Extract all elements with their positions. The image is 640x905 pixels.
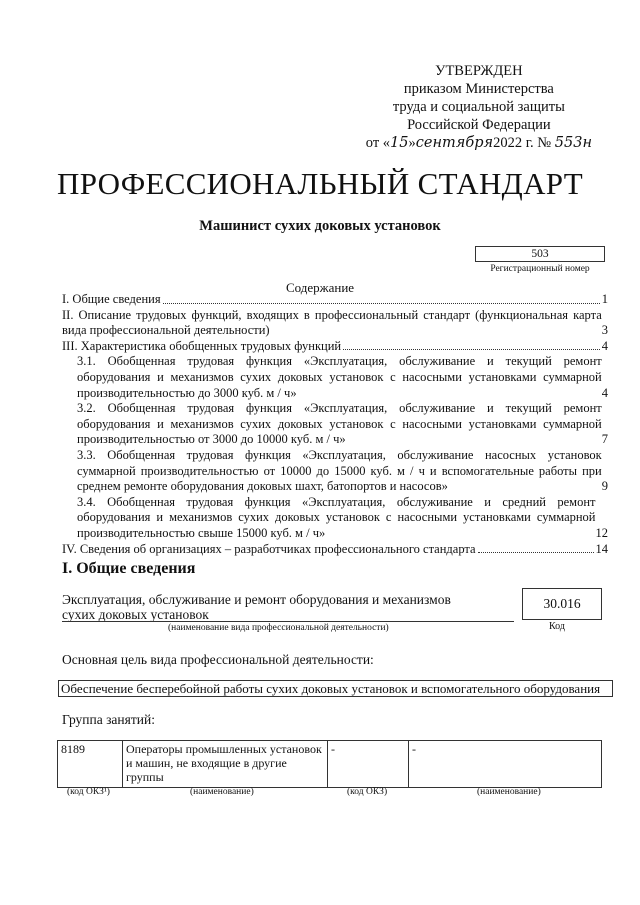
group-label: Группа занятий: [62, 712, 155, 727]
toc-entry[interactable] [62, 401, 608, 448]
goal-text: Обеспечение бесперебойной работы сухих доковых установок и вспомогательного оборудования [58, 680, 613, 697]
toc-entry-page: 1 [601, 292, 608, 306]
activity-code: 30.016 [522, 588, 602, 620]
toc-entry-text: 3.3. Обобщенная трудовая функция «Эксплуатация, обслуживание насосных установок суммарной производительностью от 10000 до 15000 куб. м / ч и вспомогательные работы при среднем ремонте оборудования доковых шахт, батопортов и насосов» [77, 447, 602, 494]
document-subtitle: Машинист сухих доковых установок [199, 218, 441, 234]
code-label: Код [549, 621, 565, 632]
okz-name-label-2: (наименование) [477, 787, 541, 797]
group-table-labels [57, 787, 617, 801]
toc-entry-page: 4 [601, 385, 608, 400]
toc-entry-text: I. Общие сведения [62, 292, 161, 306]
date-mid: » [408, 135, 416, 151]
okz-name-cell: Операторы промышленных установок и машин, не входящие в другие группы [123, 741, 328, 788]
toc-entry[interactable] [62, 339, 608, 355]
okz-name-cell-2: - [409, 741, 602, 788]
toc-entry-text: III. Характеристика обобщенных трудовых функций [62, 338, 342, 353]
approval-line-2: приказом Министерства [403, 81, 554, 97]
approval-date-line [366, 134, 592, 152]
toc-entry-page: 14 [595, 541, 608, 556]
approval-title: УТВЕРЖДЕН [435, 63, 523, 79]
toc-entry-text: II. Описание трудовых функций, входящих в профессиональный стандарт (функциональная карта вида профессиональной деятельности) [62, 307, 602, 338]
toc-entry-text: IV. Сведения об организациях – разработчиках профессионального стандарта [62, 541, 476, 556]
date-day: 15 [390, 135, 409, 151]
okz-code-cell-2: - [328, 741, 409, 788]
toc-entry-page: 7 [601, 432, 608, 447]
document-title: ПРОФЕССИОНАЛЬНЫЙ СТАНДАРТ [57, 166, 583, 201]
toc-entry-text: 3.4. Обобщенная трудовая функция «Эксплуатация, обслуживание и средний ремонт оборудования и механизмов сухих доковых установок с насосными установками суммарной производительностью свыше 15000 куб. м / ч» [77, 494, 596, 540]
table-of-contents [62, 292, 608, 557]
table-row [58, 741, 602, 788]
registration-label: Регистрационный номер [490, 264, 590, 274]
toc-entry[interactable] [62, 542, 608, 558]
toc-entry-page: 3 [601, 323, 608, 338]
okz-code-label-2: (код ОКЗ) [347, 787, 388, 797]
date-month: сентября [415, 135, 494, 151]
okz-name-label: (наименование) [190, 787, 254, 797]
okz-code-label: (код ОКЗ¹) [67, 787, 110, 797]
toc-entry-page: 9 [601, 479, 608, 494]
approval-block [366, 62, 592, 152]
toc-entry[interactable] [62, 308, 608, 339]
toc-entry[interactable] [62, 354, 608, 401]
date-year: 2022 г. № [493, 135, 552, 151]
registration-number: 503 [475, 246, 605, 262]
toc-entry[interactable] [62, 448, 608, 495]
activity-kind: Эксплуатация, обслуживание и ремонт оборудования и механизмов сухих доковых установок [62, 592, 451, 622]
toc-entry-page: 12 [595, 525, 608, 540]
goal-label: Основная цель вида профессиональной деятельности: [62, 652, 374, 667]
activity-kind-label: (наименование вида профессиональной деятельности) [168, 623, 389, 633]
activity-kind-underline [62, 621, 514, 622]
date-prefix: от « [365, 135, 391, 151]
contents-title: Содержание [285, 280, 355, 295]
occupation-group-table [57, 740, 602, 788]
toc-entry[interactable] [62, 495, 608, 542]
okz-code-cell: 8189 [58, 741, 123, 788]
order-number: 553н [554, 135, 592, 151]
toc-entry-page: 4 [601, 338, 608, 353]
section-heading: I. Общие сведения [62, 560, 196, 577]
toc-entry[interactable] [62, 292, 608, 308]
approval-line-4: Российской Федерации [407, 117, 551, 133]
approval-line-3: труда и социальной защиты [392, 99, 565, 115]
toc-entry-text: 3.2. Обобщенная трудовая функция «Эксплуатация, обслуживание и текущий ремонт оборудования и механизмов сухих доковых установок с насосными установками суммарной производительностью от 3000 до 10000 куб. м / ч» [77, 401, 602, 447]
toc-entry-text: 3.1. Обобщенная трудовая функция «Эксплуатация, обслуживание и текущий ремонт оборудования и механизмов сухих доковых установок с насосными установками суммарной производительностью до 3000 куб. м / ч» [77, 354, 602, 400]
